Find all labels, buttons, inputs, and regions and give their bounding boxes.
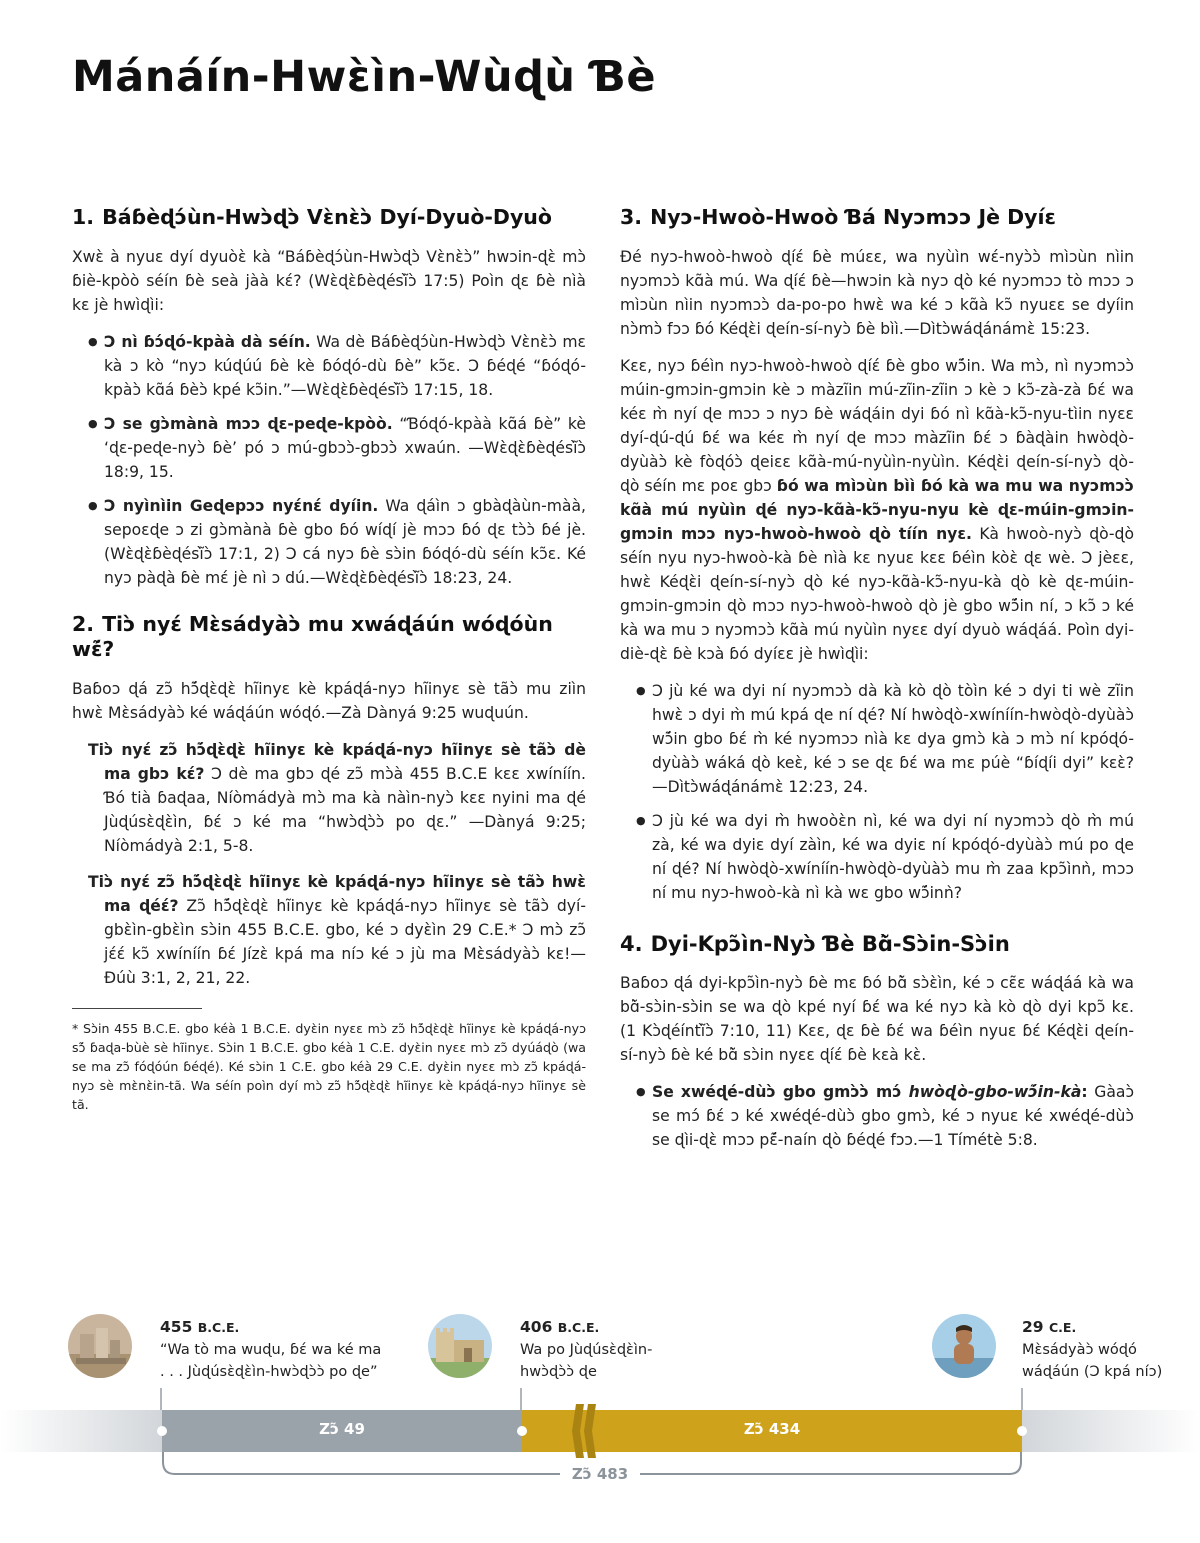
timeline-event-29: 29 C.E. Mɛ̀sádyàɔ̀ wóɖó wáɖáún (Ɔ kpá níɔ) [1022,1318,1163,1380]
timeline-event-406: 406 B.C.E. Wa po Jùɖúsɛ̀ɖɛ̀ìn- hwɔ̀ɖɔ̀ɔ̀ ɖe [520,1318,653,1380]
section-1-bullets [72,330,586,590]
section-4-bullets [620,1080,1134,1152]
timeline-total-label: Zɔ̃ 483 [560,1465,640,1483]
ruins-illustration [68,1314,132,1378]
timeline-fade-left [0,1410,162,1452]
baptism-illustration [932,1314,996,1378]
footnote-divider [72,1008,202,1009]
page-title: Mánáín-Hwɛ̀ìn-Wùɖù Ɓè [72,52,657,102]
section-3-heading: 3. Nyɔ-Hwoò-Hwoò Ɓá Nyɔmɔɔ Jè Dyíɛ [620,205,1056,229]
timeline-fade-right [1022,1410,1200,1452]
section-1-heading: 1. Báɓèɖɔ́ùn-Hwɔ̀ɖɔ̀ Vɛ̀nɛ̀ɔ̀ Dyí-Dyuò-Dyuò [72,205,552,229]
list-item: ● Ɔ nyìnìin Geɖepɔɔ nyɛ́nɛ́ dyíin. Wa ɖáìn ɔ gbàɖàùn-màà, sepoɛɖe ɔ zi gɔ̀mànà ɓè gbo ɓó wíɖí jè mɔɔ ɓó ɖɛ tɔ̀ɔ̀ ɓé jè. (Wɛ̀ɖɛ̀ɓèɖésĩ̀ɔ̀ 17:1, 2) Ɔ cá nyɔ ɓè sɔ̀in ɓóɖó-dù séín kɔ̃ɛ. Ké nyɔ pàɖà ɓè mɛ́ jè nì ɔ dú.—Wɛ̀ɖɛ̀ɓèɖésĩ̀ɔ̀ 18:23, 24. [90,494,586,590]
list-item: ● Ɔ nì ɓɔ́ɖó-kpàà dà séín. Wa dè Báɓèɖɔ́ùn-Hwɔ̀ɖɔ̀ Vɛ̀nɛ̀ɔ̀ mɛ kà ɔ kò “nyɔ kúɖúú ɓè kè ɓóɖó-dù ɓè” kɔ̃ɛ. Ɔ ɓéɖé “ɓóɖó-kpàɔ̀ kɑ̃á ɓèɔ̀ kpé kɔ̃in.”—Wɛ̀ɖɛ̀ɓèɖésĩ̀ɔ̀ 17:15, 18. [90,330,586,402]
section-4-intro: Baɓoɔ ɖá dyi-kpɔ̃ìn-nyɔ̀ ɓè mɛ ɓó bɑ̃̀ sɔ̀ɛ̀ìn, ké ɔ cɛ̃ɛ wáɖáá kà wa bɑ̃̀-sɔ̀in-sɔ̀in se wa ɖò kpé nyí ɓɛ́ wa ké nyɔ kà kò ɖò dyi kpɔ̃ kɛ. (1 Kɔ̀ɖéíntĩ̀ɔ̀ 7:10, 11) Kɛɛ, ɖɛ ɓè ɓɛ́ wa ɓéìn nyuɛ ɓɛ́ Kéɖɛ̀i ɖeín-sí-nyɔ̀ ɓè ké bɑ̃̀ sɔ̀in nyɛɛ ɖíɛ́ ɓè kɛà kɛ̀. [620,973,1134,1064]
list-item: ● Ɔ se gɔ̀mànà mɔɔ ɖɛ-peɖe-kpòò. “Ɓóɖó-kpàà kɑ̃á ɓè” kè ‘ɖɛ-peɖe-nyɔ̀ ɓè’ pó ɔ mú-gbɔɔ̀-gbɔɔ̀ xwaún. —Wɛ̀ɖɛ̀ɓèɖésĩ̀ɔ̀ 18:9, 15. [90,412,586,484]
timeline-tick [520,1388,522,1410]
section-2-intro: Baɓoɔ ɖá zɔ̃ hɔ̃́ɖɛ̀ɖɛ̀ hĩinyɛ kè kpáɖá-nyɔ hĩinyɛ sè tãɔ̀ mu ziìn hwɛ̀ Mɛ̀sádyàɔ̀ ké wáɖáún wóɖó.—Zà Dànyá 9:25 wuɖuún. [72,679,586,722]
list-item: ● Se xwéɖé-dùɔ̀ gbo gmɔ̀ɔ̀ mɔ́ hwòɖò-gbo-wɔ̃́in-kà: Gàaɔ̀ se mɔ́ ɓɛ́ ɔ ké xwéɖé-dùɔ̀ gbo gmɔ̀, ké ɔ nyuɛ ké xwéɖé-dùɔ̀ se ɖìi-ɖɛ̀ mɔɔ pɛ̃́-naín ɖò ɓéɖé fɔɔ.—1 Tímétè 5:8. [638,1080,1134,1152]
timeline-event-455: 455 B.C.E. “Wa tò ma wuɖu, ɓɛ́ wa ké ma . . . Jùɖúsɛ̀ɖɛ̀ìn-hwɔ̀ɖɔ̀ɔ̀ po ɖe” [160,1318,382,1380]
timeline-tick [160,1388,162,1410]
rebuilt-city-wall-illustration [428,1314,492,1378]
section-3-paragraph-1: Ɖé nyɔ-hwoò-hwoò ɖíɛ́ ɓè múɛɛ, wa nyùìn wɛ́-nyɔ̀ɔ̀ mìɔùn nìin nyɔmɔɔ̀ kɑ̃à mú. Wa ɖíɛ́ ɓè—hwɔin kà nyɔ ɖò ké nyɔmɔɔ tò mɔɔ ɔ mìɔùn nìin nyɔmɔɔ̀ da-po-po hwɛ̀ wa ké ɔ kɑ̃à kɔ̃ nyuɛɛ se dyíin nɔ̀mɔ̀ fɔɔ ɓó Kéɖɛ̀i ɖeín-sí-nyɔ̀ ɓè bìì.—Dìtɔ̀wáɖánámɛ̀ 15:23. [620,247,1134,338]
timeline-segment-49: Zɔ̃ 49 [162,1410,522,1452]
footnote: * Sɔ̀in 455 B.C.E. gbo kéà 1 B.C.E. dyɛ̀in nyɛɛ mɔ̀ zɔ̃ hɔ̃́ɖɛ̀ɖɛ̀ hĩinyɛ kè kpáɖá-nyɔ sɔ̃́ ɓaɖa-bùè sè hĩinyɛ. Sɔ̀in 1 B.C.E. gbo kéà 1 C.E. dyɛ̀in nyɛɛ mɔ̀ zɔ̃ dyúáɖò (wa se ma zɔ̃ fóɖóún ɓéɖé). Ké sɔ̀in 1 C.E. gbo kéà 29 C.E. dyɛ̀in nyɛɛ mɔ̀ zɔ̃ kpáɖá-nyɔ sè mɛ̀nɛ̀in-tã. Wa séín poìn dyí mɔ̀ zɔ̃ hɔ̃́ɖɛ̀ɖɛ̀ hĩinyɛ kè kpáɖá-nyɔ hĩinyɛ sè tã. [72,1020,586,1112]
right-column [620,205,1134,1162]
timeline-segment-434: Zɔ̃ 434 [522,1410,1022,1452]
list-item: ● Ɔ jù ké wa dyi m̀ hwoòɛ̀n nì, ké wa dyi ní nyɔmɔɔ̀ ɖò m̀ mú zà, ké wa dyiɛ dyí zàìn, ké wa dyiɛ ní kpóɖó-dyùàɔ̀ mú po ɖe ní ɖé? Ní hwòɖò-xwíníín-hwòɖò-dyùàɔ̀ mu m̀ zaa kpɔ̃ìnǹ, mɔɔ ní mu nyɔ-hwoò-kà nì kà wɛ gbo wɔ̃́inǹ? [638,809,1134,905]
section-4-heading: 4. Dyi-Kpɔ̃ìn-Nyɔ̀ Ɓè Bɑ̃̀-Sɔ̀in-Sɔ̀in [620,931,1010,956]
section-1-intro: Xwɛ̀ à nyuɛ dyí dyuòɛ̀ kà “Báɓèɖɔ́ùn-Hwɔ̀ɖɔ̀ Vɛ̀nɛ̀ɔ̀” hwɔin-ɖɛ̀ mɔ̀ ɓiè-kpòò séín ɓè seà jàà kɛ́? (Wɛ̀ɖɛ̀ɓèɖésĩ̀ɔ̀ 17:5) Poìn ɖɛ ɓè nìà kɛ jè hwìɖìi: [72,247,586,314]
question-answer-2: Tiɔ̀ nyɛ́ zɔ̃ hɔ̃́ɖɛ̀ɖɛ̀ hĩinyɛ kè kpáɖá-nyɔ hĩinyɛ sè tãɔ̀ hwɛ̀ ma ɖéɛ́? Zɔ̃ hɔ̃́ɖɛ̀ɖɛ̀ hĩinyɛ kè kpáɖá-nyɔ hĩinyɛ sè tãɔ̀ dyí-gbɛ̀ìn-gbɛ̀ìn sɔ̀in 455 B.C.E. gbo, ké ɔ dyɛ̀ìn 29 C.E.* Ɔ mɔ̀ zɔ̃ jɛ́ɛ́ kɔ̃ xwíníín ɓɛ́ Jízɛ̀ kpá ma níɔ ké ɔ jù ma Mɛ̀sádyàɔ̀ kɛ!—Ɖúù 3:1, 2, 21, 22. [88,872,586,987]
list-item: ● Ɔ jù ké wa dyi ní nyɔmɔɔ̀ dà kà kò ɖò tòìn ké ɔ dyi ti wè zĩin hwɛ̀ ɔ dyi m̀ mú kpá ɖe ní ɖé? Ní hwòɖò-xwíníín-hwòɖò-dyùàɔ̀ wɔ̃́in gbo ɓɛ́ m̀ ké nyɔmɔɔ nìà kɛ dya gmɔ̀ kà ɔ mɔ̀ ní kpóɖó-dyùàɔ̀ wáká ɖò keɛ̀, ké ɔ se ɖɛ ɓɛ́ wa mɛ púè “ɓíɖíi dyi” kɛɛ̀?—Dìtɔ̀wáɖánámɛ̀ 12:23, 24. [638,679,1134,799]
left-column [72,205,586,1114]
section-3-paragraph-2: Kɛɛ, nyɔ ɓéìn nyɔ-hwoò-hwoò ɖíɛ́ ɓè gbo wɔ̃́in. Wa mɔ̀, nì nyɔmɔɔ̀ múin-gmɔin-gmɔin kè ɔ màzĩin mú-zĩin-zĩin ɔ kè ɔ kɔ̃-zà-zà ɓɛ́ wa kéɛ m̀ nyí ɖe mɔɔ ɔ nyɔ ɓè wáɖáin dyi ɓó nì kɑ̃à-kɔ̃-nyu-tìin nyɛɛ dyí-ɖú-ɖú ɓɛ́ wa kéɛ m̀ nyí ɖe mɔɔ màzĩin ɓɛ́ ɔ ɓàɖàin hwòɖò-dyùàɔ̀ kè fòɖóɔ̀ ɖeiɛɛ kɑ̃à-mú-nyùìn-nyùìn. Kéɖɛ̀i ɖeín-sí-nyɔ̀ ɖò-ɖò séín mɛ poɛ gbɔ ɓó wa mìɔùn bìì ɓó kà wa mu wa nyɔmɔɔ̀ kɑ̃à mú nyùìn ɖé nyɔ-kɑ̃à-kɔ̃-nyu-nyu kè ɖɛ-múin-gmɔin-gmɔin mɔɔ nyɔ-hwoò-hwoò ɖò tíín nyɛ. Kà hwoò-nyɔ̀ ɖò-ɖò séín nyu nyɔ-hwoò-kà ɓè nìà kɛ nyuɛ kɛɛ ɓéìn kòɛ̀ ɖɛ wè. Ɔ jèɛɛ, hwɛ̀ Kéɖɛ̀i ɖeín-sí-nyɔ̀ ɖò ké nyɔ-kɑ̃à-kɔ̃-nyu-kà ɖò kè ɖɛ-múin-gmɔin-gmɔin ɖò mɔɔ nyɔ-hwoò-hwoò ɖò jè gbo wɔ̃́in ní, ɔ kɔ̃ ɔ ké kà wa mu ɔ nyɔmɔɔ̀ kɑ̃à mú nyùìn nyɛɛ dyí dyuò wáɖáá. Poìn dyi-diè-ɖɛ̀ ɓè kɔà ɓó dyíɛɛ jè hwìɖìi: [620,356,1134,663]
section-3-bullets [620,679,1134,905]
question-answer-1: Tiɔ̀ nyɛ́ zɔ̃ hɔ̃́ɖɛ̀ɖɛ̀ hĩinyɛ kè kpáɖá-nyɔ hĩinyɛ sè tãɔ̀ dè ma gbɔ kɛ́? Ɔ dè ma gbɔ ɖé zɔ̃ mɔ̀à 455 B.C.E kɛɛ xwíníín. Ɓó tià ɓaɖaa, Níòmádyà mɔ̀ ma kà nàìn-nyɔ̀ kɛɛ nyini ma ɖé Jùɖúsɛ̀ɖɛ̀ìn, ɓɛ́ ɔ ké ma “hwɔ̀ɖɔ̀ɔ̀ po ɖɛ.” —Dànyá 9:25; Níòmádyà 2:1, 5-8. [88,740,587,855]
section-2-heading: 2. Tiɔ̀ nyɛ́ Mɛ̀sádyàɔ̀ mu xwáɖáún wóɖóùn wɛ̃́? [72,611,553,662]
timeline-tick [1021,1388,1023,1410]
